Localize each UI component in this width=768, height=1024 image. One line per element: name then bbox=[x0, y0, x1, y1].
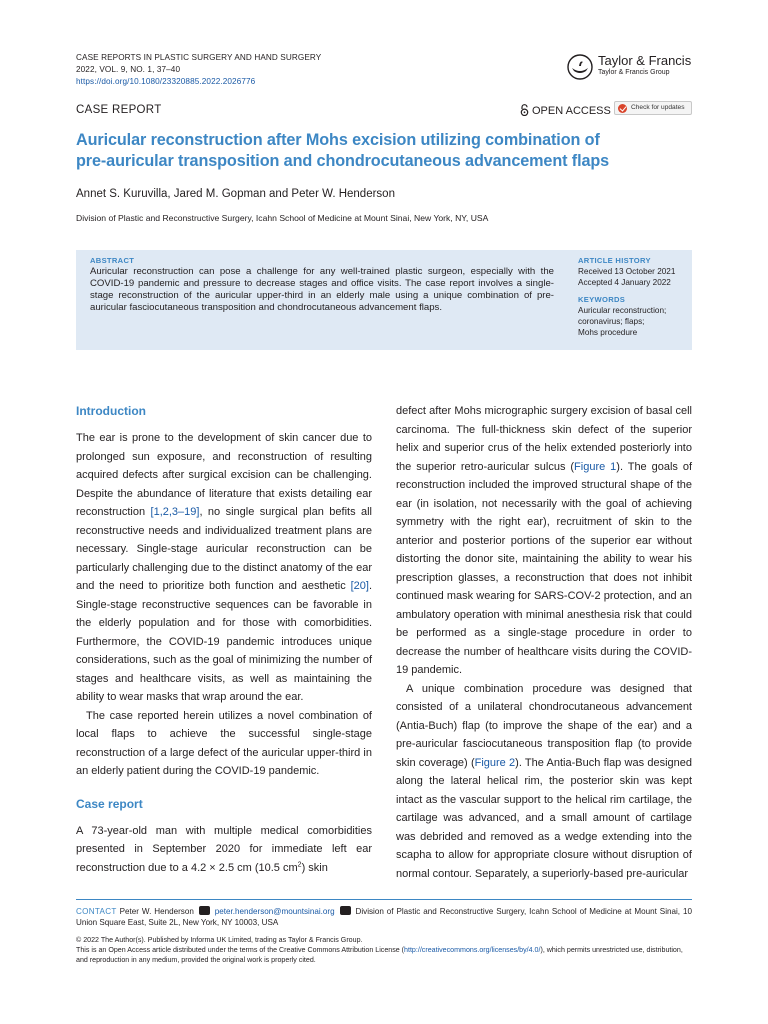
left-column bbox=[76, 402, 372, 877]
intro-paragraph-1: The ear is prone to the development of skin cancer due to prolonged sun exposure, and reconstruction of resulting acquired defects after surgical excision can be challenging. Despite the abundance of literature that exists detailing ear reconstruction [1,2,3–19], no single surgical plan befits all reconstructive needs and individualized treatment plans are necessary. Single-stage auricular reconstruction can be particularly challenging due to the distinct anatomy of the ear and the need to prioritize both function and aesthetic [20]. Single-stage reconstructive sequences can be favorable in the elderly population and for those with comorbidities. Furthermore, the COVID-19 pandemic introduces unique considerations, such as the goal of minimizing the number of stages and healthcare visits, as well as maintaining the ability to wear masks that wrap around the ear. bbox=[76, 432, 372, 703]
article-type: CASE REPORT bbox=[76, 104, 162, 116]
publisher-group: Taylor & Francis Group bbox=[598, 69, 670, 76]
publisher-name: Taylor & Francis bbox=[598, 53, 692, 68]
abstract-text: Auricular reconstruction can pose a challenge for any well-trained plastic surgeon, especially with the COVID-19 pandemic and pressure to decrease stages and office visits. The case report involves a single-stage reconstruction of the auricular upper-third in an elderly male using a unique combination of pre-auricular fasciocutaneous transposition and chondrocutaneous advancement flaps. bbox=[90, 266, 554, 313]
check-updates-button[interactable] bbox=[614, 101, 692, 115]
citation-link[interactable]: [20] bbox=[350, 580, 369, 592]
publisher-lamp-icon bbox=[566, 54, 594, 80]
contact-label: CONTACT bbox=[76, 907, 117, 916]
footer-divider bbox=[76, 899, 692, 900]
check-updates-icon bbox=[618, 104, 627, 113]
case-paragraph-3: A unique combination procedure was designed that consisted of a unilateral chondrocutaneous advancement (Antia-Buch) flap (to improve the shape of the ear) and a pre-auricular fasciocutaneous transposition flap (to provide skin coverage) (Figure 2). The Antia-Buch flap was designed along the lateral helical rim, the posterior skin was kept intact as the vascular support to the helical rim cartilage, the cartilage was advanced, and a small amount of cartilage was debrided and removed as a wedge extending into the scapha to allow for appropriate closure without disruption of normal contour. Separately, a superiorly-based pre-auricular bbox=[396, 682, 692, 880]
article-info-box bbox=[568, 250, 692, 350]
license-link[interactable]: http://creativecommons.org/licenses/by/4.0/ bbox=[404, 946, 541, 954]
check-updates-label: Check for updates bbox=[631, 104, 685, 111]
intro-paragraph-2: The case reported herein utilizes a novel combination of local flaps to achieve the successful single-stage reconstruction of a large defect of the auricular upper-third in an elderly patient during the COVID-19 pandemic. bbox=[76, 709, 372, 777]
journal-header bbox=[76, 52, 321, 88]
keyword-3: Mohs procedure bbox=[578, 328, 638, 337]
license-text: This is an Open Access article distributed under the terms of the Creative Commons Attribution License (http://creativecommons.org/licenses/by/4.0/), which permits unrestricted use, distribution, and reproduction in any medium, provided the original work is properly cited. bbox=[76, 946, 683, 964]
right-column bbox=[396, 402, 692, 883]
journal-name: CASE REPORTS IN PLASTIC SURGERY AND HAND SURGERY bbox=[76, 53, 322, 62]
received-date: Received 13 October 2021 bbox=[578, 267, 676, 276]
copyright-line: © 2022 The Author(s). Published by Informa UK Limited, trading as Taylor & Francis Group. bbox=[76, 936, 363, 944]
address-icon bbox=[340, 906, 351, 915]
email-icon bbox=[199, 906, 210, 915]
accepted-date: Accepted 4 January 2022 bbox=[578, 278, 671, 287]
case-report-heading: Case report bbox=[76, 796, 143, 811]
open-access-label bbox=[520, 104, 611, 117]
article-title bbox=[76, 130, 696, 172]
affiliation: Division of Plastic and Reconstructive Surgery, Icahn School of Medicine at Mount Sinai, New York, NY, USA bbox=[76, 213, 489, 223]
volume-info: 2022, VOL. 9, NO. 1, 37–40 bbox=[76, 65, 181, 74]
publisher-logo bbox=[566, 54, 696, 82]
abstract-box bbox=[76, 250, 568, 350]
figure-1-link[interactable]: Figure 1 bbox=[574, 460, 617, 473]
copyright-notice bbox=[76, 935, 692, 965]
keywords-label: KEYWORDS bbox=[578, 295, 626, 304]
article-history-label: ARTICLE HISTORY bbox=[578, 256, 651, 265]
contact-email[interactable]: peter.henderson@mountsinai.org bbox=[214, 907, 335, 916]
case-paragraph-1: A 73-year-old man with multiple medical comorbidities presented in September 2020 for immediate left ear reconstruction due to a 4.2 × 2.5 cm (10.5 $cm^2$) skin bbox=[76, 824, 372, 874]
authors: Annet S. Kuruvilla, Jared M. Gopman and Peter W. Henderson bbox=[76, 188, 395, 200]
citation-link[interactable]: [1,2,3–19] bbox=[150, 506, 200, 518]
case-paragraph-2: defect after Mohs micrographic surgery excision of basal cell carcinoma. The full-thickness skin defect of the superior helix and superior crus of the helix extended posteriorly into the superior retro-auricular sulcus (Figure 1). The goals of reconstruction included the improved structural shape of the ear (in isolation, not necessarily with the goal of achieving symmetry with the right ear), recruitment of skin to the anterior and posterior portions of the superior ear without distorting the donor site, maintaining the ability to wear his prescription glasses, a reconstruction that does not inhibit continued mask wearing for SARS-COV-2 protection, and an ambulatory operation with minimal anesthesia risk that could be performed as a single-stage procedure in order to decrease the number of healthcare visits during the COVID-19 pandemic. bbox=[396, 405, 692, 676]
abstract-label: ABSTRACT bbox=[90, 256, 135, 265]
introduction-heading: Introduction bbox=[76, 404, 146, 418]
doi-link[interactable]: https://doi.org/10.1080/23320885.2022.2026776 bbox=[76, 77, 256, 86]
title-line-2: pre-auricular transposition and chondrocutaneous advancement flaps bbox=[76, 152, 610, 170]
title-line-1: Auricular reconstruction after Mohs excision utilizing combination of bbox=[76, 131, 600, 149]
open-access-text: OPEN ACCESS bbox=[532, 105, 611, 117]
figure-2-link[interactable]: Figure 2 bbox=[474, 756, 516, 769]
contact-info bbox=[76, 906, 692, 928]
keyword-2: coronavirus; flaps; bbox=[578, 317, 645, 326]
open-lock-icon bbox=[520, 104, 529, 116]
keyword-1: Auricular reconstruction; bbox=[578, 306, 667, 315]
contact-name: Peter W. Henderson bbox=[119, 907, 194, 916]
contact-address: Division of Plastic and Reconstructive Surgery, Icahn School of Medicine at Mount Sinai, 10 Union Square East, Suite 2L, New York, NY 10003, USA bbox=[76, 907, 692, 927]
